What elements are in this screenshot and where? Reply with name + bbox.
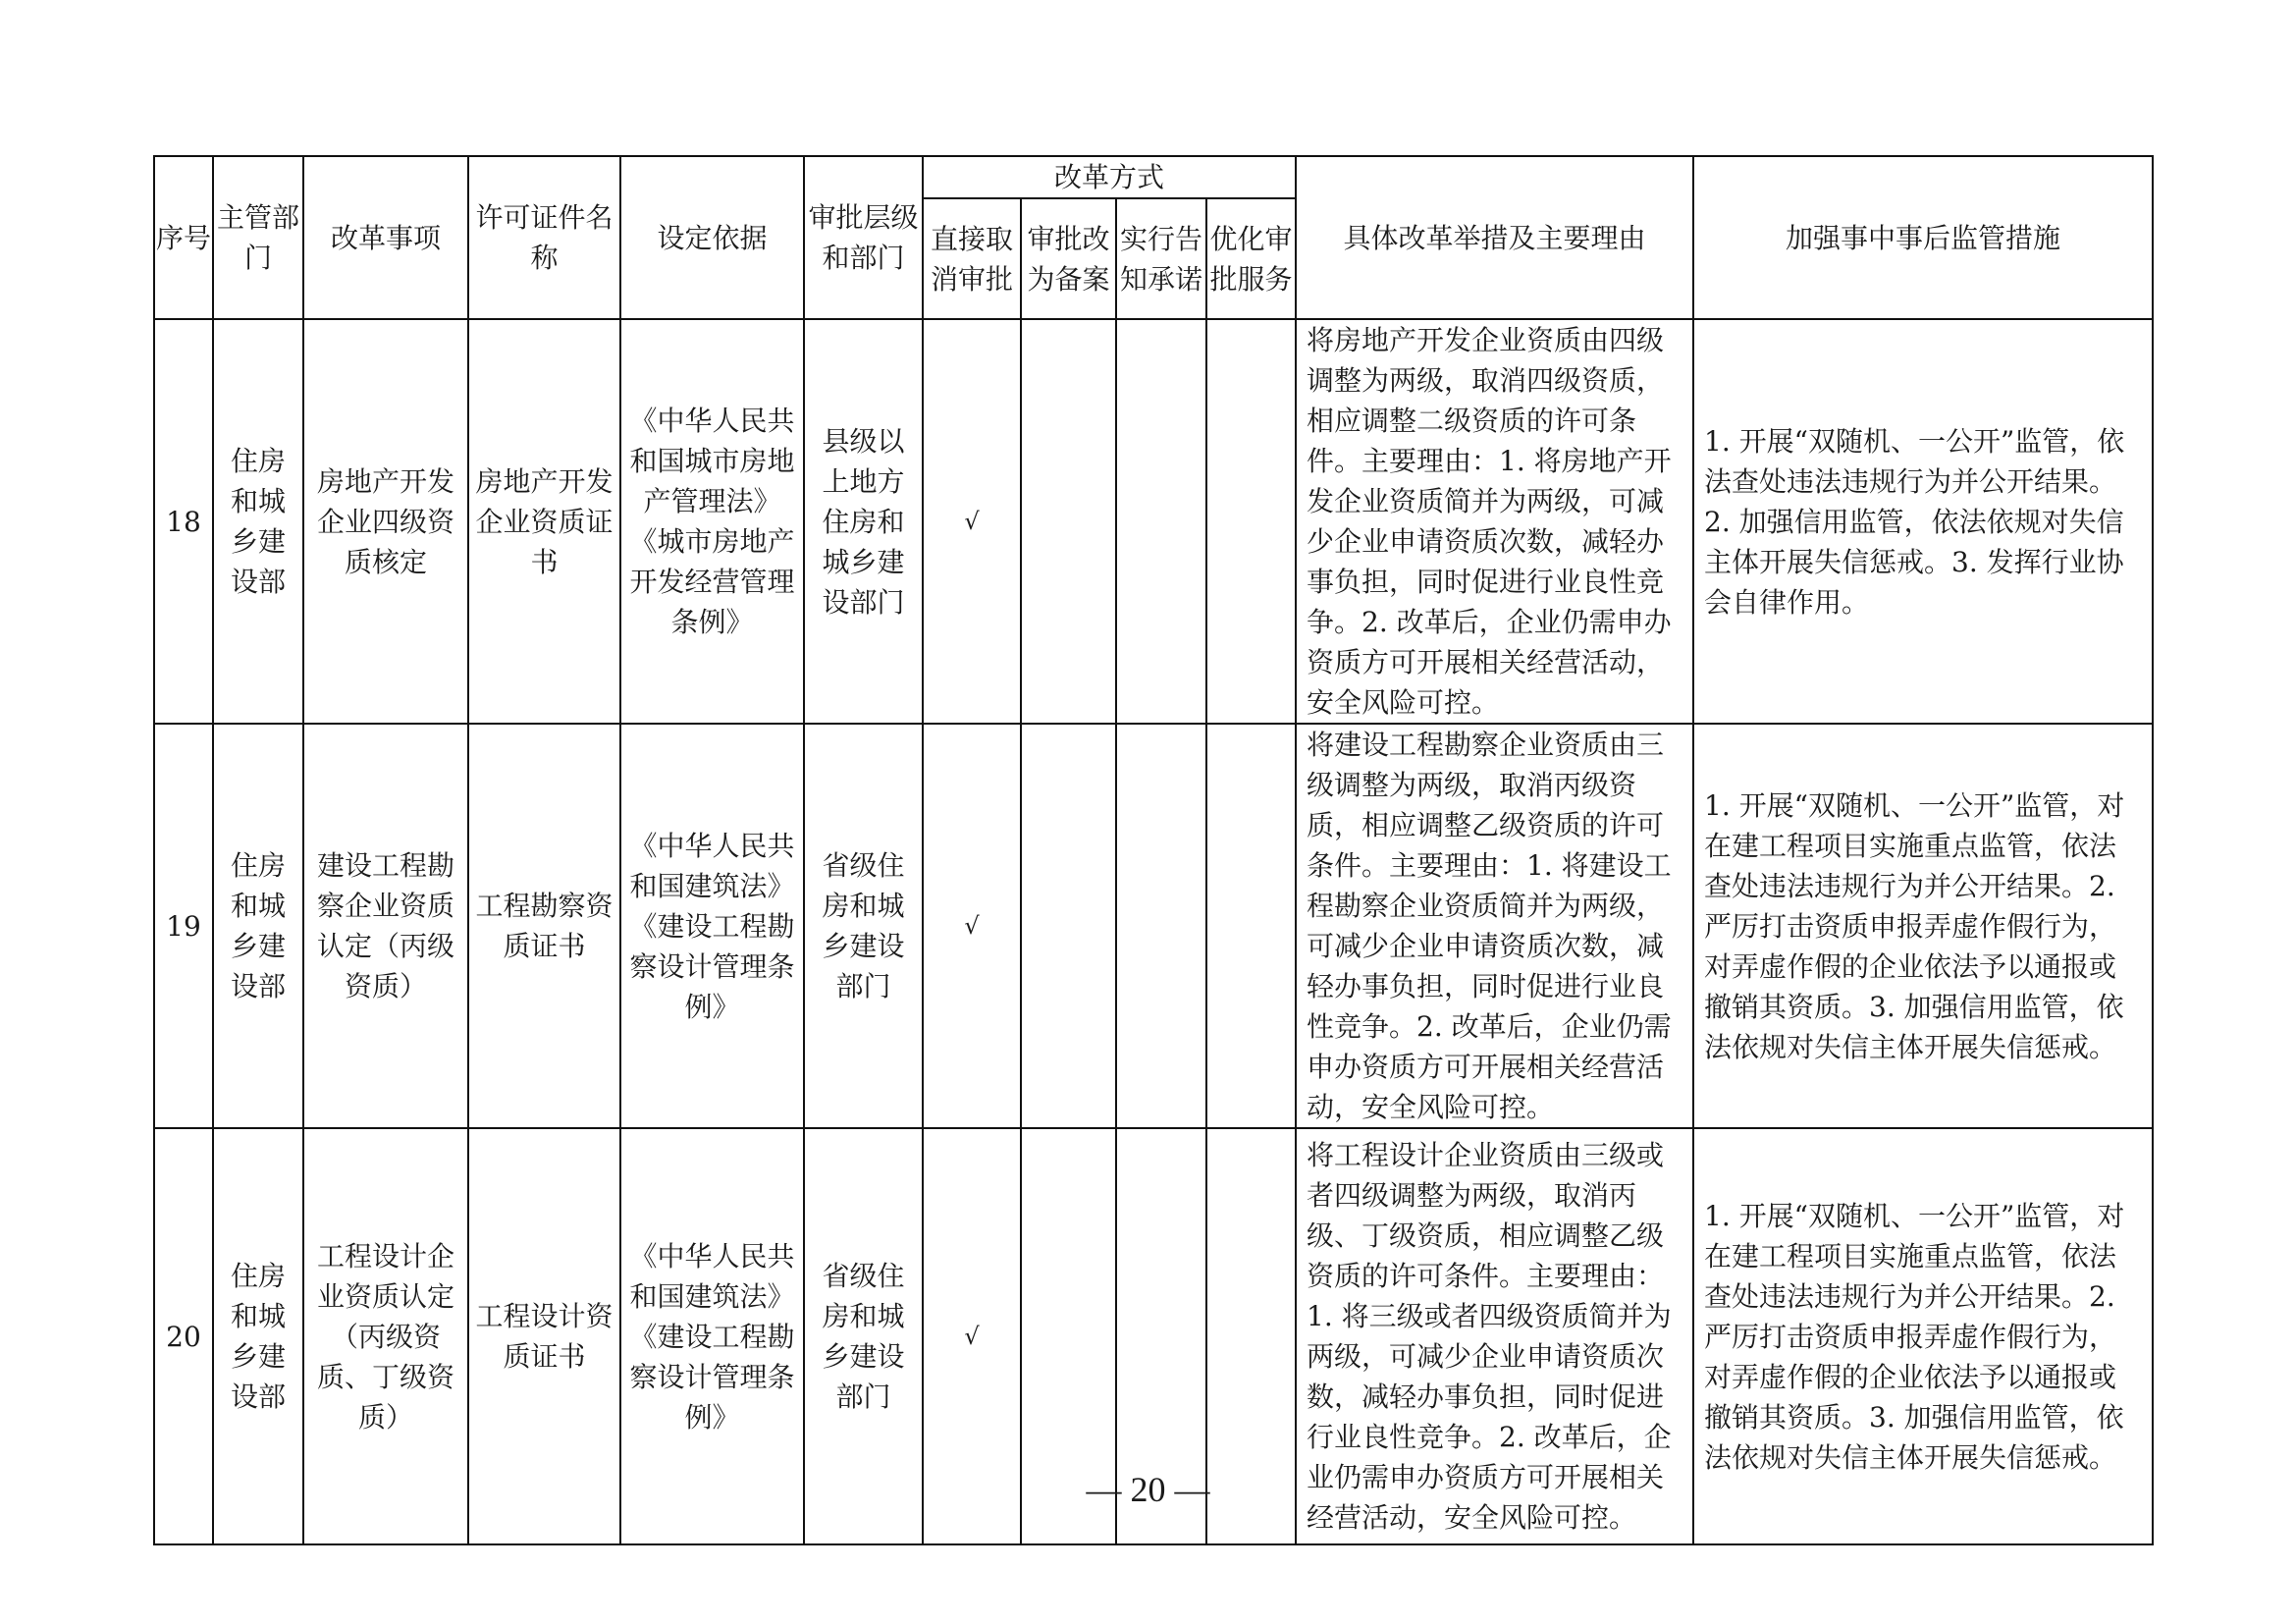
cell-level: 省级住房和城乡建设部门 (804, 1128, 923, 1544)
cell-item: 房地产开发企业四级资质核定 (303, 319, 468, 724)
cell-seq: 19 (154, 724, 213, 1128)
header-item: 改革事项 (303, 156, 468, 319)
cell-basis: 《中华人民共和国城市房地产管理法》《城市房地产开发经营管理条例》 (620, 319, 804, 724)
cell-dept: 住房和城乡建设部 (213, 724, 303, 1128)
cell-method-file (1021, 724, 1116, 1128)
cell-supervision: 1. 开展“双随机、一公开”监管，对在建工程项目实施重点监管，依法查处违法违规行为并公开结果。2. 严厉打击资质申报弄虚作假行为，对弄虚作假的企业依法予以通报或撤销其资质。3. 加强信用监管，依法依规对失信主体开展失信惩戒。 (1693, 1128, 2153, 1544)
cell-license: 工程勘察资质证书 (468, 724, 620, 1128)
cell-basis: 《中华人民共和国建筑法》《建设工程勘察设计管理条例》 (620, 724, 804, 1128)
cell-dept: 住房和城乡建设部 (213, 319, 303, 724)
cell-method-file (1021, 319, 1116, 724)
cell-item: 工程设计企业资质认定（丙级资质、丁级资质） (303, 1128, 468, 1544)
cell-item: 建设工程勘察企业资质认定（丙级资质） (303, 724, 468, 1128)
table-header-row (154, 156, 2153, 198)
table-row (154, 319, 2153, 724)
cell-method-promise (1116, 319, 1206, 724)
cell-method-cancel: √ (923, 319, 1021, 724)
cell-method-optimize (1206, 724, 1296, 1128)
header-method-group: 改革方式 (923, 156, 1296, 198)
cell-method-cancel: √ (923, 724, 1021, 1128)
cell-dept: 住房和城乡建设部 (213, 1128, 303, 1544)
header-dept: 主管部门 (213, 156, 303, 319)
cell-supervision: 1. 开展“双随机、一公开”监管，依法查处违法违规行为并公开结果。2. 加强信用监管，依法依规对失信主体开展失信惩戒。3. 发挥行业协会自律作用。 (1693, 319, 2153, 724)
header-method-optimize: 优化审批服务 (1206, 198, 1296, 319)
table-row (154, 724, 2153, 1128)
reform-table (153, 155, 2154, 1545)
page-number: — 20 — (1086, 1470, 1210, 1509)
cell-level: 县级以上地方住房和城乡建设部门 (804, 319, 923, 724)
cell-method-optimize (1206, 319, 1296, 724)
cell-method-promise (1116, 724, 1206, 1128)
header-method-file: 审批改为备案 (1021, 198, 1116, 319)
cell-seq: 20 (154, 1128, 213, 1544)
header-supervision: 加强事中事后监管措施 (1693, 156, 2153, 319)
cell-measures: 将工程设计企业资质由三级或者四级调整为两级，取消丙级、丁级资质，相应调整乙级资质的许可条件。主要理由：1. 将三级或者四级资质简并为两级，可减少企业申请资质次数，减轻办事负担，同时促进行业良性竞争。2. 改革后，企业仍需申办资质方可开展相关经营活动，安全风险可控。 (1296, 1128, 1693, 1544)
cell-basis: 《中华人民共和国建筑法》《建设工程勘察设计管理条例》 (620, 1128, 804, 1544)
header-seq: 序号 (154, 156, 213, 319)
cell-level: 省级住房和城乡建设部门 (804, 724, 923, 1128)
cell-measures: 将房地产开发企业资质由四级调整为两级，取消四级资质，相应调整二级资质的许可条件。主要理由：1. 将房地产开发企业资质简并为两级，可减少企业申请资质次数，减轻办事负担，同时促进行业良性竞争。2. 改革后，企业仍需申办资质方可开展相关经营活动，安全风险可控。 (1296, 319, 1693, 724)
cell-license: 房地产开发企业资质证书 (468, 319, 620, 724)
header-method-promise: 实行告知承诺 (1116, 198, 1206, 319)
header-license: 许可证件名称 (468, 156, 620, 319)
header-level: 审批层级和部门 (804, 156, 923, 319)
header-basis: 设定依据 (620, 156, 804, 319)
cell-measures: 将建设工程勘察企业资质由三级调整为两级，取消丙级资质，相应调整乙级资质的许可条件。主要理由：1. 将建设工程勘察企业资质简并为两级，可减少企业申请资质次数，减轻办事负担，同时促进行业良性竞争。2. 改革后，企业仍需申办资质方可开展相关经营活动，安全风险可控。 (1296, 724, 1693, 1128)
header-measures: 具体改革举措及主要理由 (1296, 156, 1693, 319)
cell-license: 工程设计资质证书 (468, 1128, 620, 1544)
cell-seq: 18 (154, 319, 213, 724)
cell-method-cancel: √ (923, 1128, 1021, 1544)
cell-supervision: 1. 开展“双随机、一公开”监管，对在建工程项目实施重点监管，依法查处违法违规行为并公开结果。2. 严厉打击资质申报弄虚作假行为，对弄虚作假的企业依法予以通报或撤销其资质。3. 加强信用监管，依法依规对失信主体开展失信惩戒。 (1693, 724, 2153, 1128)
header-method-cancel: 直接取消审批 (923, 198, 1021, 319)
